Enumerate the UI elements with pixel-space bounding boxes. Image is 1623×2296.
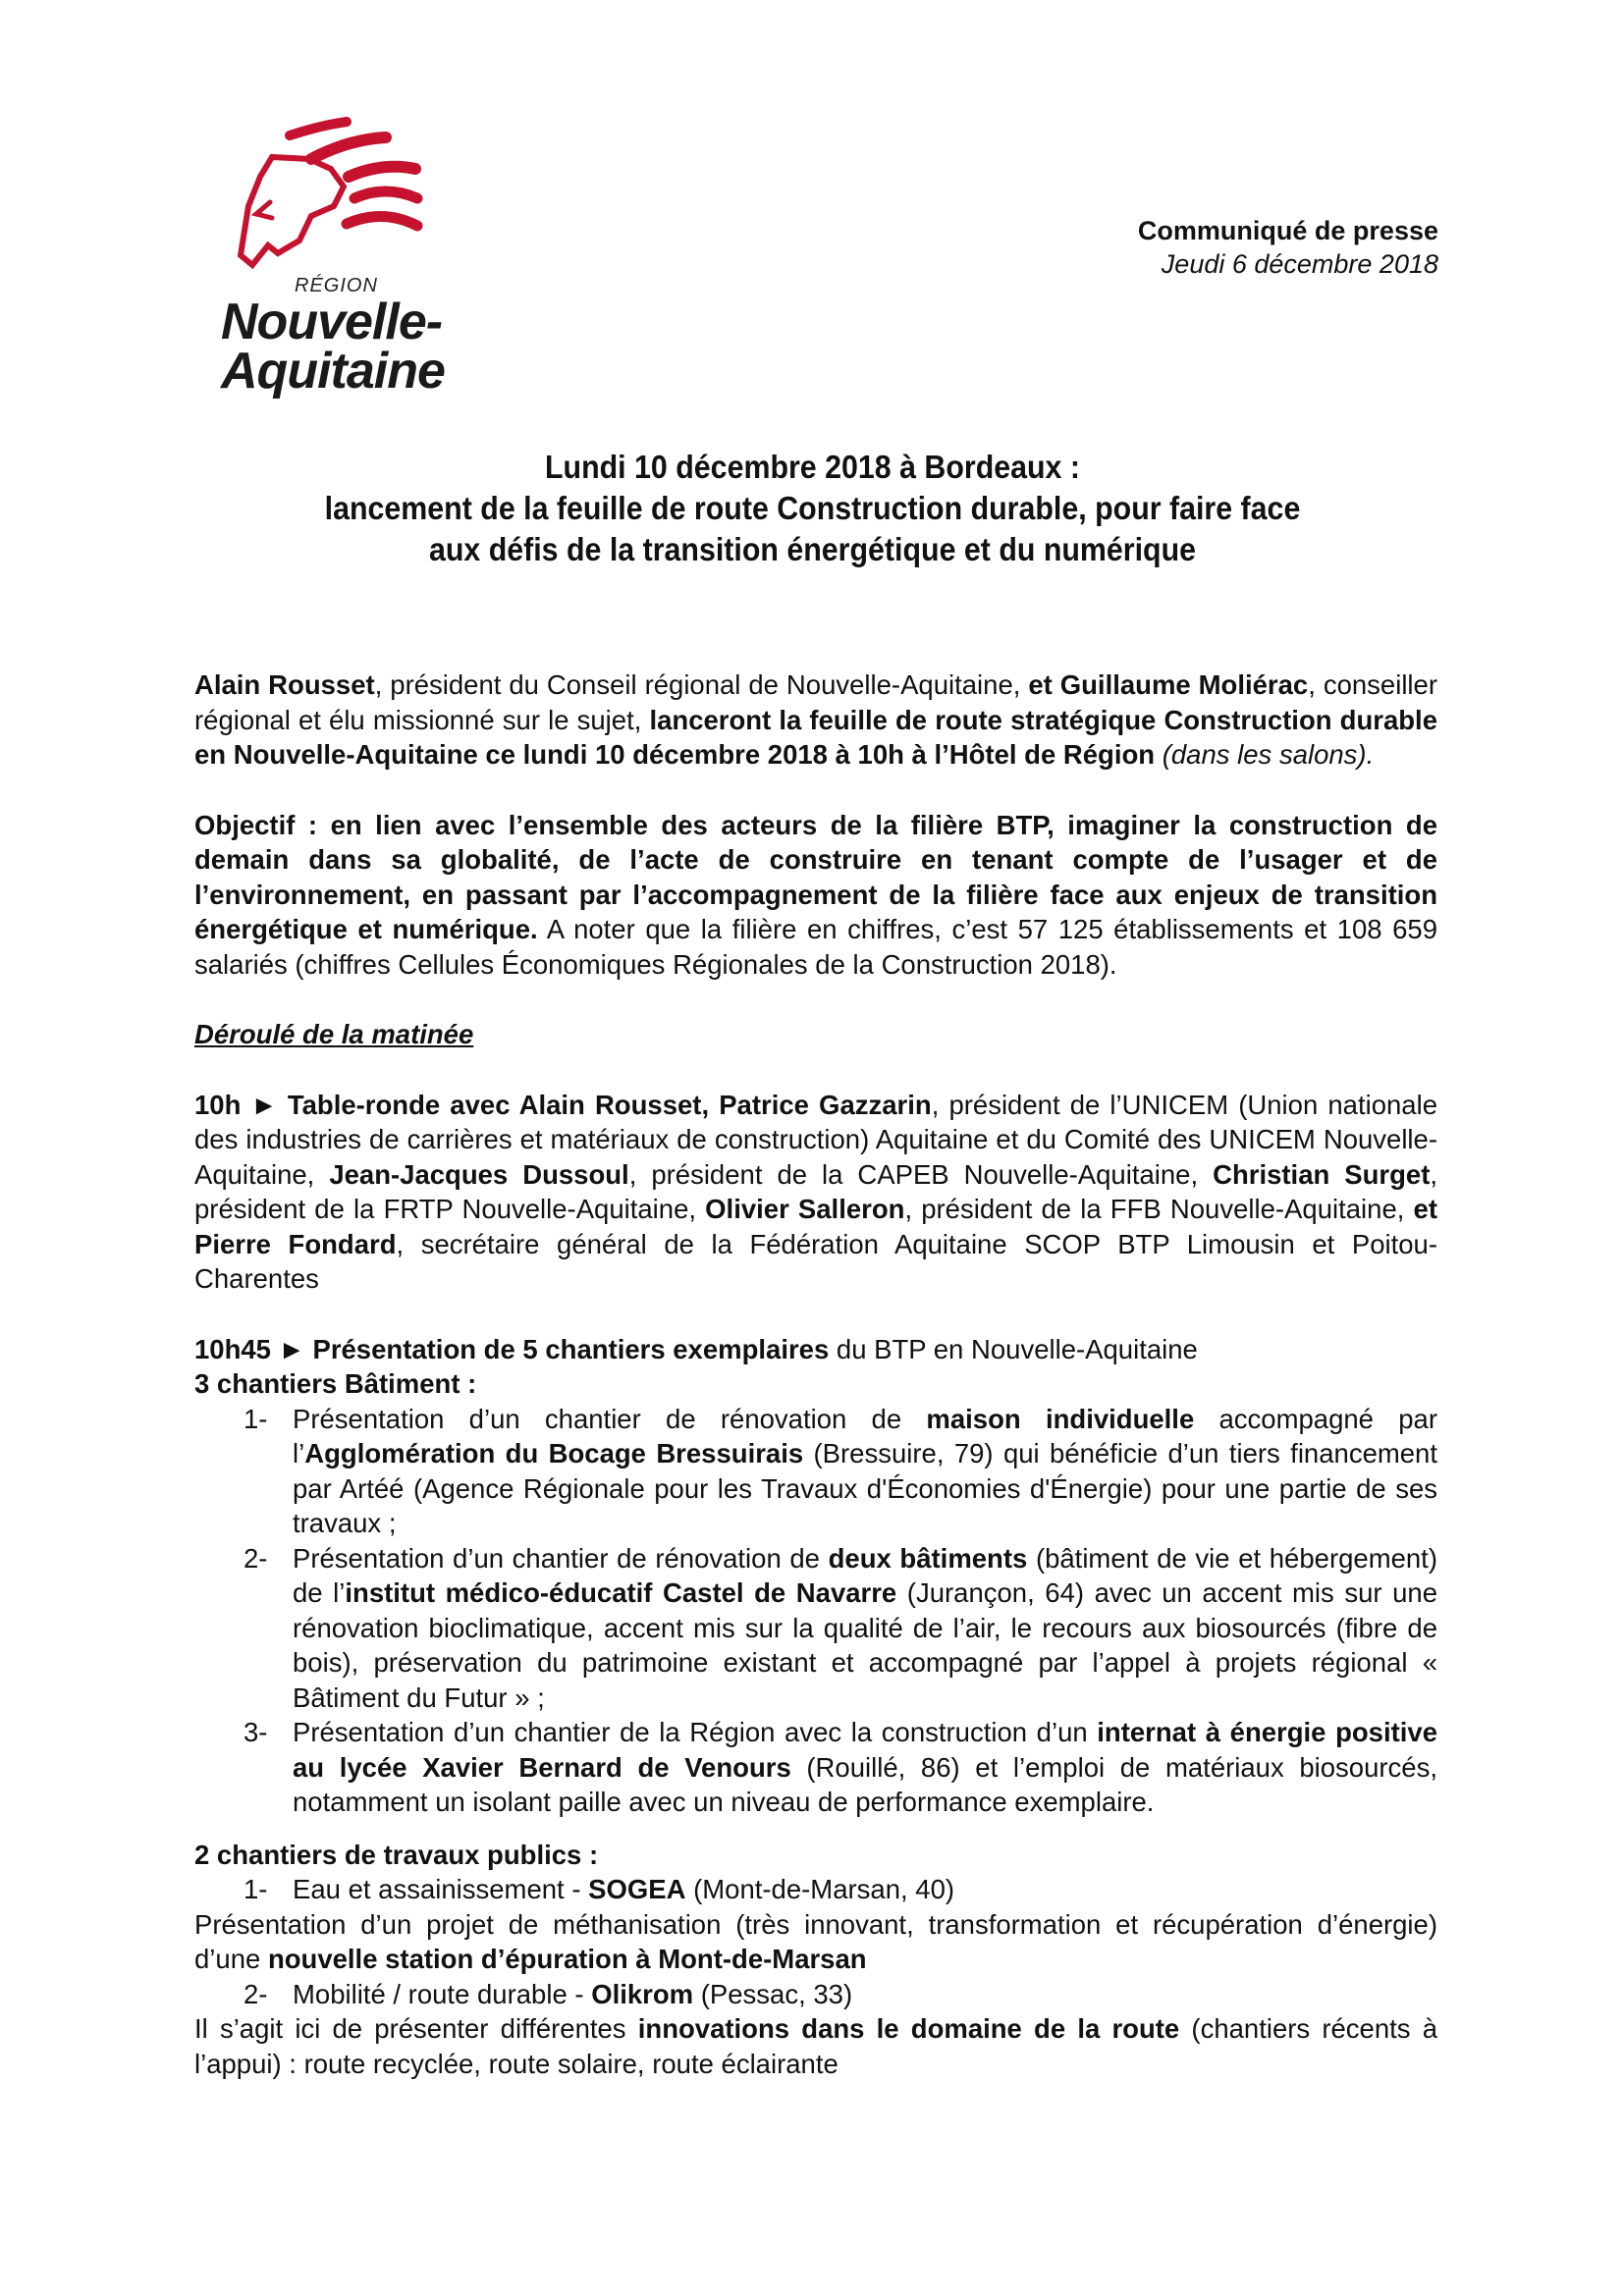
bold-text: innovations dans le domaine de la route <box>637 2013 1180 2044</box>
bold-text: nouvelle station d’épuration à Mont-de-Marsan <box>267 1944 867 1974</box>
text: (Mont-de-Marsan, 40) <box>685 1874 955 1904</box>
list-item <box>194 1402 1437 1541</box>
logo-name-line2: Aquitaine <box>221 343 445 400</box>
building-sites-list <box>194 1402 1437 1820</box>
text: Présentation d’un chantier de rénovation de <box>293 1403 927 1434</box>
bold-text: et Guillaume Moliérac <box>1028 669 1309 700</box>
text: , président de l’UNICEM (Union nationale des industries de carrières et matériaux de construction) Aquitaine et du Comité des UNICEM Nouvelle-Aquitaine, <box>194 1089 1437 1190</box>
bold-text: 3 chantiers Bâtiment : <box>194 1368 477 1399</box>
title-line-1: Lundi 10 décembre 2018 à Bordeaux : <box>544 449 1080 485</box>
region-logo <box>201 108 496 412</box>
text: A noter que la filière en chiffres, c’est 57 125 établissements et 108 659 salariés (chiffres Cellules Économiques Régionales de la Construction 2018). <box>194 914 1437 980</box>
agenda-title: Déroulé de la matinée <box>194 1019 474 1049</box>
bold-text: Christian Surget <box>1213 1158 1431 1190</box>
bold-text: deux bâtiments <box>828 1542 1028 1574</box>
text: (Jurançon, 64) avec un accent mis sur une rénovation bioclimatique, accent mis sur la qualité de l’air, le recours aux biosourcés (fibre de bois), préservation du patrimoine existant et accompagné par l’appel à projets régional « Bâtiment du Futur » ; <box>293 1577 1437 1713</box>
public-works-list-1 <box>194 1872 1437 1907</box>
italic-text: (dans les salons). <box>1155 739 1375 770</box>
public-works-heading <box>194 1838 1437 1873</box>
text: (bâtiment de vie et hébergement) de l’ <box>293 1542 1437 1608</box>
intro-paragraph <box>194 667 1437 773</box>
document-body <box>194 667 1437 2081</box>
text: Présentation d’un projet de méthanisation (très innovant, transformation et récupération d’énergie) d’une <box>194 1908 1437 1974</box>
text: , président du Conseil régional de Nouvelle-Aquitaine, <box>374 669 1029 700</box>
title-line-2: lancement de la feuille de route Construction durable, pour faire face <box>324 490 1301 526</box>
text: (Pessac, 33) <box>693 1978 853 2009</box>
text: (Rouillé, 86) et l’emploi de matériaux biosourcés, notamment un isolant paille avec un niveau de performance exemplaire. <box>293 1751 1437 1817</box>
list-number: 3- <box>243 1717 268 1747</box>
list-item <box>194 1977 1437 2012</box>
text: Présentation d’un chantier de rénovation de <box>293 1542 829 1574</box>
text: Présentation d’un chantier de la Région avec la construction d’un <box>293 1717 1098 1747</box>
bold-text: SOGEA <box>588 1874 686 1904</box>
bold-text: Olikrom <box>591 1978 694 2009</box>
text: , président de la FRTP Nouvelle-Aquitaine, <box>194 1158 1438 1224</box>
bold-text: internat à énergie positive au lycée Xavier Bernard de Venours <box>293 1717 1438 1783</box>
public-works-description <box>194 1907 1437 1977</box>
bold-text: 2 chantiers de travaux publics : <box>194 1839 599 1870</box>
release-date: Jeudi 6 décembre 2018 <box>1161 249 1438 279</box>
list-number: 1- <box>243 1403 268 1434</box>
bold-text: maison individuelle <box>926 1403 1195 1434</box>
agenda-item-sites <box>194 1332 1437 1367</box>
bold-text: 10h ► Table-ronde avec Alain Rousset, Patrice Gazzarin <box>194 1089 932 1120</box>
text: du BTP en Nouvelle-Aquitaine <box>829 1333 1198 1364</box>
list-number: 2- <box>243 1978 268 2009</box>
text: , président de la CAPEB Nouvelle-Aquitaine, <box>628 1158 1214 1190</box>
objective-paragraph <box>194 808 1437 983</box>
list-number: 2- <box>243 1542 268 1574</box>
list-item <box>194 1541 1437 1716</box>
agenda-item-roundtable <box>194 1088 1437 1297</box>
bold-text: Jean-Jacques Dussoul <box>329 1158 629 1190</box>
text: , conseiller régional et élu missionné sur le sujet, <box>194 669 1437 735</box>
list-item <box>194 1872 1437 1907</box>
bold-text: et Pierre Fondard <box>194 1194 1437 1259</box>
text: (chantiers récents à l’appui) : route recyclée, route solaire, route éclairante <box>194 2013 1438 2079</box>
logo-name-line1: Nouvelle- <box>221 294 443 350</box>
text: accompagné par l’ <box>293 1403 1437 1468</box>
bold-text: Agglomération du Bocage Bressuirais <box>304 1438 804 1468</box>
text: , président de la FFB Nouvelle-Aquitaine, <box>904 1194 1414 1224</box>
text: Eau et assainissement - <box>293 1874 589 1904</box>
bold-text: 10h45 ► Présentation de 5 chantiers exemplaires <box>194 1333 830 1364</box>
list-number: 1- <box>243 1874 268 1904</box>
text: Il s’agit ici de présenter différentes <box>194 2013 638 2044</box>
text: Mobilité / route durable - <box>293 1978 592 2009</box>
title-line-3: aux défis de la transition énergétique et du numérique <box>428 531 1197 567</box>
building-sites-heading <box>194 1366 1437 1402</box>
text: , secrétaire général de la Fédération Aquitaine SCOP BTP Limousin et Poitou-Charentes <box>194 1228 1437 1294</box>
bold-text: Objectif : en lien avec l’ensemble des acteurs de la filière BTP, imaginer la construction de demain dans sa globalité, de l’acte de construire en tenant compte de l’usager et de l’environnement, en passant par l’accompagnement de la filière face aux enjeux de transition énergétique et numérique. <box>194 809 1437 944</box>
lion-emblem-icon <box>221 108 457 285</box>
page-title <box>237 447 1388 570</box>
press-release-header <box>1138 214 1438 281</box>
bold-text: institut médico-éducatif Castel de Navarre <box>345 1577 897 1608</box>
bold-text: lanceront la feuille de route stratégique Construction durable en Nouvelle-Aquitaine ce lundi 10 décembre 2018 à 10h à l’Hôtel de Région <box>194 704 1437 770</box>
logo-name <box>221 294 445 400</box>
text: (Bressuire, 79) qui bénéficie d’un tiers financement par Artéé (Agence Régionale pour les Travaux d'Économies d'Énergie) pour une partie de ses travaux ; <box>293 1438 1437 1538</box>
public-works-description <box>194 2011 1437 2081</box>
document-kind: Communiqué de presse <box>1137 216 1438 245</box>
logo-region-label: RÉGION <box>295 275 378 296</box>
list-item <box>194 1715 1437 1820</box>
bold-text: Alain Rousset <box>194 669 375 700</box>
public-works-list-2 <box>194 1977 1437 2012</box>
bold-text: Olivier Salleron <box>705 1194 905 1224</box>
